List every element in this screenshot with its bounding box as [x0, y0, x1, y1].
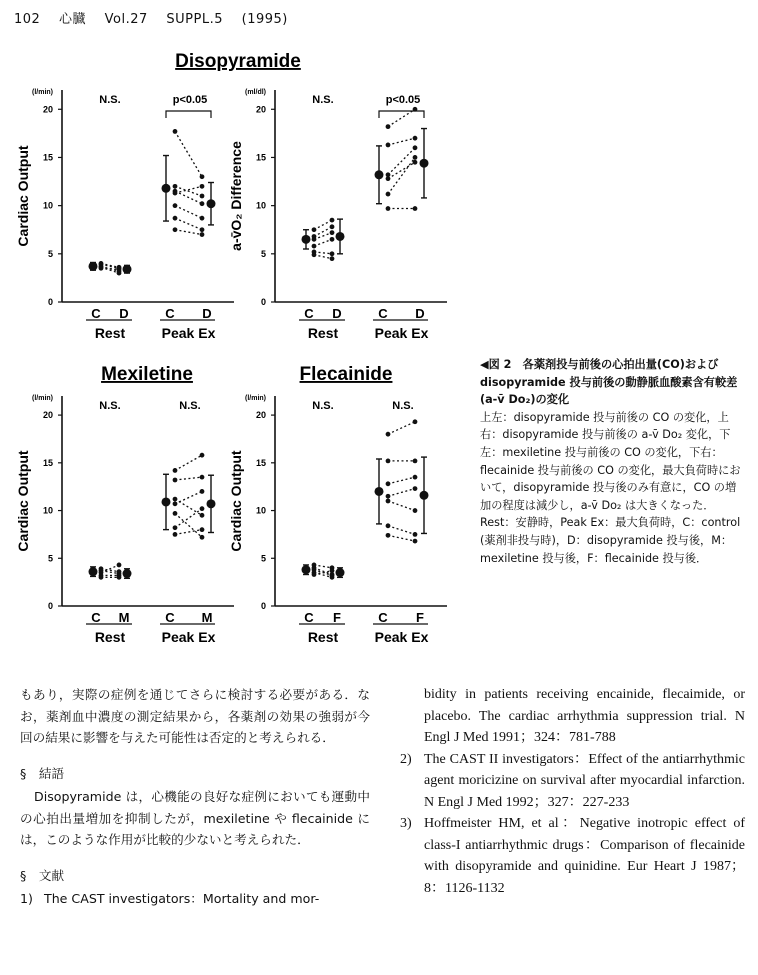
data-point — [413, 206, 418, 211]
group-label-rest: Rest — [94, 629, 126, 645]
paired-line — [388, 489, 415, 497]
data-point — [200, 194, 205, 199]
reference-text: bidity in patients receiving encainide, flecaimide, or placebo. The cardiac arrhythmia suppression trial. N Engl J Med 1991；324：781-788 — [424, 687, 745, 745]
data-point — [200, 506, 205, 511]
data-point — [173, 184, 178, 189]
data-point — [173, 227, 178, 232]
x-tick-label: M — [201, 610, 213, 625]
data-point — [173, 191, 178, 196]
group-label-rest: Rest — [307, 325, 339, 341]
paired-line — [175, 186, 202, 193]
paired-line — [388, 477, 415, 484]
data-point — [386, 192, 391, 197]
mean-marker — [207, 199, 216, 208]
paired-line — [175, 131, 202, 176]
y-tick-label: 0 — [47, 601, 53, 611]
y-tick-label: 5 — [47, 553, 53, 564]
caption-body: 上左：disopyramide 投与前後の CO の変化，上右：disopyramide 投与前後の a-v̄ Do₂ 変化，下左：mexiletine 投与前後の CO の変化，下右：flecainide 投与前後の CO の変化，最大負荷時において，disopyramide 投与後のみ有意に，CO の増加の程度は減少し，a-v̄ Do₂ は大きくなった．Rest：安静時，Peak Ex：最大負荷時，C：control (薬剤非投与時)，D：disopyramide 投与後，M：mexiletine 投与後，F：flecainide 投与後． — [480, 410, 741, 565]
x-tick-label: D — [415, 306, 425, 321]
paired-line — [388, 422, 415, 434]
data-point — [413, 107, 418, 112]
data-point — [99, 261, 104, 266]
y-tick-label: 10 — [255, 200, 266, 211]
y-tick-label: 20 — [42, 410, 53, 421]
y-tick-label: 0 — [47, 297, 53, 307]
y-axis-label: Cardiac Output — [15, 145, 31, 247]
group-label-peak: Peak Ex — [161, 629, 216, 645]
y-tick-label: 5 — [260, 553, 266, 564]
left-column — [20, 684, 370, 910]
data-point — [312, 244, 317, 249]
data-point — [173, 478, 178, 483]
x-tick-label: C — [378, 306, 388, 321]
figure-2 — [0, 40, 470, 660]
y-tick-label: 20 — [255, 410, 266, 421]
axis-unit: (l/min) — [245, 395, 266, 402]
reference-item — [20, 888, 370, 910]
paired-line — [314, 565, 332, 568]
data-point — [312, 565, 317, 570]
data-point — [386, 124, 391, 129]
data-point — [386, 432, 391, 437]
reference-number: 1) — [20, 891, 33, 906]
caption-title: ◀図 2 各薬剤投与前後の心拍出量(CO)および disopyramide 投与前後の動静脈血酸素含有較差(a-v̄ Do₂)の変化 — [480, 358, 738, 407]
data-point — [386, 481, 391, 486]
axis-unit: (l/min) — [32, 395, 53, 402]
reference-text: Hoffmeister HM, et al：Negative inotropic effect of class-I antiarrhythmic drugs：Comparison of flecainide with disopyramide and quinidine. Eur Heart J 1987；8：1126-1132 — [424, 816, 745, 896]
figure-caption — [480, 356, 742, 567]
data-point — [330, 572, 335, 577]
significance-rest: N.S. — [312, 400, 334, 412]
data-point — [386, 176, 391, 181]
paired-line — [175, 477, 202, 480]
data-point — [330, 256, 335, 261]
significance-peak: p<0.05 — [385, 94, 421, 106]
mean-marker — [89, 567, 98, 576]
paired-line — [101, 565, 119, 573]
y-tick-label: 20 — [255, 104, 266, 115]
paired-line — [314, 220, 332, 230]
mean-marker — [162, 184, 171, 193]
supplement: SUPPL.5 — [166, 12, 223, 27]
y-tick-label: 10 — [255, 505, 266, 516]
x-tick-label: D — [119, 306, 129, 321]
paired-line — [314, 233, 332, 240]
paired-line — [314, 568, 332, 575]
axis-unit: (l/min) — [32, 89, 53, 96]
axis-unit: (ml/dl) — [245, 89, 266, 96]
data-point — [173, 129, 178, 134]
reference-item — [400, 813, 745, 899]
x-tick-label: M — [118, 610, 130, 625]
data-point — [173, 511, 178, 516]
data-point — [330, 230, 335, 235]
volume: Vol.27 — [104, 12, 148, 27]
reference-number: 2) — [400, 751, 412, 767]
significance-bracket — [166, 111, 211, 118]
significance-peak: p<0.05 — [172, 94, 208, 106]
running-header — [14, 8, 302, 27]
mean-marker — [375, 170, 384, 179]
data-point — [386, 523, 391, 528]
paired-line — [175, 530, 202, 535]
paragraph: Disopyramide は，心機能の良好な症例においても運動中の心拍出量増加を抑制したが，mexiletine や flecainide には，このような作用が比較的少ないと考えられた． — [20, 789, 370, 847]
data-point — [330, 237, 335, 242]
x-tick-label: D — [332, 306, 342, 321]
x-tick-label: C — [304, 610, 314, 625]
data-point — [173, 525, 178, 530]
right-column — [400, 684, 745, 899]
x-tick-label: C — [378, 610, 388, 625]
y-tick-label: 15 — [42, 457, 53, 468]
mean-marker — [302, 565, 311, 574]
group-label-peak: Peak Ex — [374, 629, 429, 645]
mean-marker — [302, 235, 311, 244]
data-point — [200, 453, 205, 458]
data-point — [200, 184, 205, 189]
data-point — [386, 494, 391, 499]
mean-marker — [420, 491, 429, 500]
y-tick-label: 10 — [42, 505, 53, 516]
data-point — [200, 535, 205, 540]
data-point — [330, 224, 335, 229]
y-axis-label: a-v̄O₂ Difference — [228, 141, 244, 251]
y-tick-label: 10 — [42, 200, 53, 211]
data-point — [330, 251, 335, 256]
reference-number: 3) — [400, 816, 412, 831]
significance-rest: N.S. — [99, 94, 121, 106]
journal-name: 心臓 — [58, 12, 86, 27]
paired-line — [175, 218, 202, 230]
data-point — [312, 237, 317, 242]
reference-text: The CAST investigators：Mortality and mor- — [44, 891, 320, 906]
y-tick-label: 15 — [255, 457, 266, 468]
paired-line — [175, 206, 202, 219]
data-point — [173, 203, 178, 208]
data-point — [413, 508, 418, 513]
paired-line — [388, 148, 415, 175]
mean-marker — [162, 497, 171, 506]
mean-marker — [336, 568, 345, 577]
significance-peak: N.S. — [392, 400, 414, 412]
data-point — [413, 532, 418, 537]
paired-line — [388, 526, 415, 535]
reference-item — [400, 684, 745, 749]
y-tick-label: 0 — [260, 601, 266, 611]
panel-title: Mexiletine — [101, 364, 193, 385]
data-point — [173, 468, 178, 473]
y-tick-label: 0 — [260, 297, 266, 307]
section-heading-references: § 文献 — [20, 867, 65, 883]
paired-line — [314, 252, 332, 254]
y-tick-label: 5 — [260, 248, 266, 259]
group-label-peak: Peak Ex — [161, 325, 216, 341]
paired-line — [175, 230, 202, 235]
paired-line — [175, 455, 202, 470]
data-point — [99, 266, 104, 271]
paragraph: もあり，実際の症例を通じてさらに検討する必要がある．なお，薬剤血中濃度の測定結果から，各薬剤の効果の強弱が今回の結果に影響を与えた可能性は否定的と考えられる． — [20, 687, 370, 745]
data-point — [413, 155, 418, 160]
paired-line — [314, 255, 332, 259]
x-tick-label: F — [416, 610, 424, 625]
y-tick-label: 15 — [255, 152, 266, 163]
data-point — [200, 216, 205, 221]
y-tick-label: 20 — [42, 104, 53, 115]
y-tick-label: 15 — [42, 152, 53, 163]
data-point — [386, 499, 391, 504]
data-point — [117, 575, 122, 580]
x-tick-label: C — [165, 610, 175, 625]
paired-line — [314, 239, 332, 246]
x-tick-label: F — [333, 610, 341, 625]
mean-marker — [89, 262, 98, 271]
x-tick-label: C — [304, 306, 314, 321]
data-point — [200, 232, 205, 237]
reference-item — [400, 749, 745, 814]
data-point — [200, 489, 205, 494]
y-tick-label: 5 — [47, 248, 53, 259]
data-point — [413, 419, 418, 424]
data-point — [413, 136, 418, 141]
data-point — [99, 575, 104, 580]
data-point — [173, 216, 178, 221]
data-point — [386, 459, 391, 464]
data-point — [173, 532, 178, 537]
data-point — [200, 475, 205, 480]
data-point — [312, 227, 317, 232]
page-number: 102 — [14, 12, 41, 27]
y-axis-label: Cardiac Output — [15, 450, 31, 552]
data-point — [312, 252, 317, 257]
data-point — [413, 539, 418, 544]
mean-marker — [375, 487, 384, 496]
x-tick-label: C — [165, 306, 175, 321]
data-point — [200, 513, 205, 518]
paired-line — [388, 535, 415, 541]
paired-line — [175, 509, 202, 528]
paired-line — [314, 227, 332, 237]
paired-line — [388, 501, 415, 511]
x-tick-label: C — [91, 610, 101, 625]
significance-bracket — [379, 111, 424, 118]
data-point — [413, 486, 418, 491]
significance-rest: N.S. — [99, 400, 121, 412]
group-label-rest: Rest — [94, 325, 126, 341]
panel-title: Flecainide — [299, 364, 393, 385]
data-point — [413, 145, 418, 150]
data-point — [330, 218, 335, 223]
significance-peak: N.S. — [179, 400, 201, 412]
group-label-peak: Peak Ex — [374, 325, 429, 341]
significance-rest: N.S. — [312, 94, 334, 106]
reference-text: The CAST II investigators：Effect of the antiarrhythmic agent moricizine on survival after myocardial infarction. N Engl J Med 1992；327：227-233 — [424, 751, 745, 810]
data-point — [117, 267, 122, 272]
paired-line — [388, 138, 415, 145]
group-label-rest: Rest — [307, 629, 339, 645]
mean-marker — [123, 265, 132, 274]
data-point — [200, 174, 205, 179]
data-point — [312, 572, 317, 577]
data-point — [386, 143, 391, 148]
data-point — [200, 227, 205, 232]
paired-line — [314, 573, 332, 578]
mean-marker — [207, 499, 216, 508]
mean-marker — [123, 569, 132, 578]
year: (1995) — [241, 12, 288, 27]
data-point — [386, 206, 391, 211]
mean-marker — [336, 232, 345, 241]
data-point — [386, 533, 391, 538]
y-axis-label: Cardiac Output — [228, 450, 244, 552]
section-heading-conclusion: § 結語 — [20, 765, 65, 781]
x-tick-label: D — [202, 306, 212, 321]
panel-title: Disopyramide — [175, 51, 301, 72]
paired-line — [175, 191, 202, 204]
data-point — [413, 459, 418, 464]
data-point — [413, 475, 418, 480]
data-point — [173, 497, 178, 502]
data-point — [200, 201, 205, 206]
data-point — [173, 501, 178, 506]
data-point — [117, 563, 122, 568]
paired-line — [388, 109, 415, 126]
data-point — [200, 527, 205, 532]
mean-marker — [420, 159, 429, 168]
x-tick-label: C — [91, 306, 101, 321]
